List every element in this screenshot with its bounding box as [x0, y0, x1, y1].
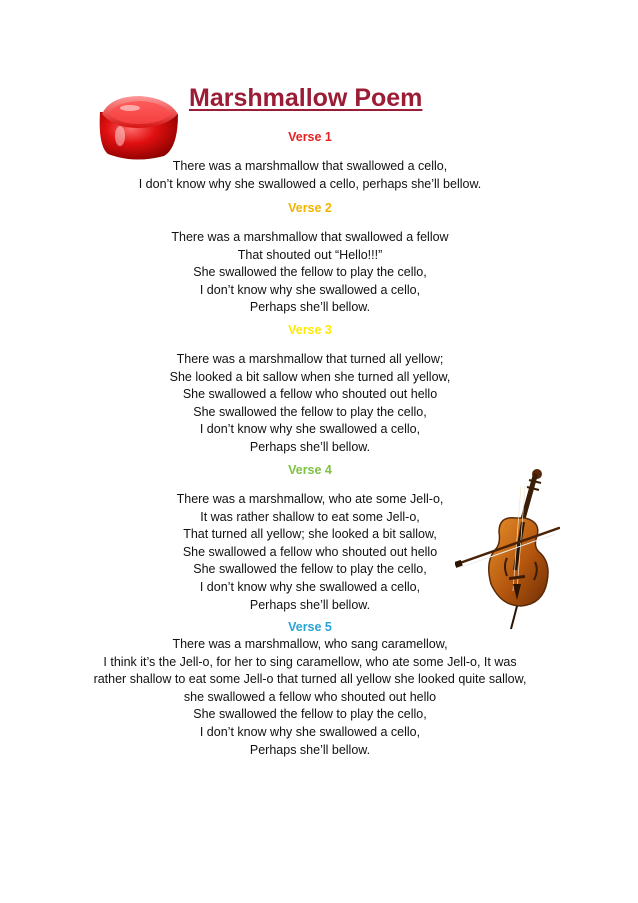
verse-line: There was a marshmallow that turned all yellow; — [176, 352, 444, 366]
verse-line: She looked a bit sallow when she turned all yellow, — [169, 369, 451, 384]
verse-line: Perhaps she’ll bellow. — [249, 300, 371, 315]
cello-image — [455, 466, 560, 631]
verse-line: I don’t know why she swallowed a cello, — [199, 422, 421, 437]
verse-line: There was a marshmallow, who sang caramellow, — [172, 637, 448, 651]
verse-line: That shouted out “Hello!!!” — [237, 247, 383, 262]
poem-title: Marshmallow Poem — [189, 84, 423, 112]
verse-line: I don’t know why she swallowed a cello, — [199, 579, 421, 594]
verse-heading: Verse 4 — [288, 463, 332, 477]
verse-heading: Verse 3 — [288, 323, 332, 337]
verse-1 — [0, 128, 620, 193]
verse-heading: Verse 5 — [288, 620, 332, 634]
verse-line: she swallowed a fellow who shouted out hello — [183, 689, 437, 704]
verse-line: rather shallow to eat some Jell-o that turned all yellow she looked quite sallow, — [93, 672, 527, 687]
verse-heading: Verse 2 — [288, 201, 332, 215]
verse-line: Perhaps she’ll bellow. — [249, 597, 371, 612]
verse-5 — [0, 618, 620, 759]
verse-line: She swallowed the fellow to play the cello, — [193, 707, 427, 722]
verse-line: I don’t know why she swallowed a cello, — [199, 282, 421, 297]
verse-line: She swallowed the fellow to play the cello, — [193, 404, 427, 419]
verse-2 — [0, 199, 620, 317]
verse-line: She swallowed the fellow to play the cello, — [193, 265, 427, 280]
verse-line: There was a marshmallow that swallowed a fellow — [171, 230, 449, 244]
verse-line: She swallowed a fellow who shouted out hello — [182, 387, 438, 402]
verse-line: That turned all yellow; she looked a bit sallow, — [183, 527, 437, 542]
verse-line: Perhaps she’ll bellow. — [249, 439, 371, 454]
verse-line: She swallowed a fellow who shouted out hello — [182, 544, 438, 559]
verse-line: I don’t know why she swallowed a cello, — [199, 724, 421, 739]
verse-3 — [0, 321, 620, 457]
verse-line: It was rather shallow to eat some Jell-o, — [200, 509, 420, 524]
verse-line: Perhaps she’ll bellow. — [249, 742, 371, 757]
verse-line: There was a marshmallow, who ate some Jell-o, — [176, 492, 444, 506]
verse-line: There was a marshmallow that swallowed a cello, — [172, 159, 448, 173]
verse-heading: Verse 1 — [288, 130, 332, 144]
verse-line: I don’t know why she swallowed a cello, perhaps she’ll bellow. — [138, 176, 482, 191]
verse-line: She swallowed the fellow to play the cello, — [193, 562, 427, 577]
verse-line: I think it’s the Jell-o, for her to sing caramellow, who ate some Jell-o, It was — [103, 654, 517, 669]
